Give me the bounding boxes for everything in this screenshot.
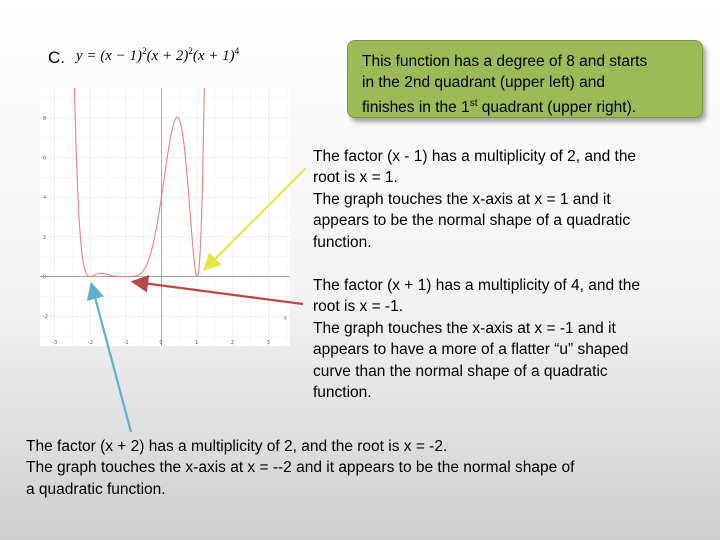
callout-superscript: st <box>469 98 478 109</box>
note-2-line-5: curve than the normal shape of a quadratic <box>313 362 608 380</box>
y-tick-label: 2 <box>43 234 47 241</box>
y-tick-label: 6 <box>43 155 47 162</box>
note-2-line-1: The factor (x + 1) has a multiplicity of 4, and the <box>313 277 640 294</box>
x-tick-label: -3 <box>52 340 58 346</box>
note-2-line-2: root is x = -1. <box>313 298 404 316</box>
note-1-line-4: appears to be the normal shape of a quadratic <box>313 212 631 230</box>
note-1-line-2: root is x = 1. <box>313 169 398 187</box>
x-tick-label: 0 <box>159 340 163 346</box>
y-tick-label: 8 <box>43 115 47 122</box>
note-1-line-5: function. <box>313 233 372 251</box>
callout-line-3-text: finishes in the 1 <box>362 99 470 117</box>
equation-factor-3: (x + 1) <box>192 48 235 64</box>
note-1-line-3: The graph touches the x-axis at x = 1 and it <box>313 190 611 208</box>
note-3-line-2: The graph touches the x-axis at x = --2 and it appears to be the normal shape of <box>26 459 575 477</box>
x-tick-label: -1 <box>123 340 129 346</box>
callout-line-3-end: quadrant (upper right). <box>477 99 637 117</box>
equation-factor-2: (x + 2) <box>146 48 189 64</box>
note-1-line-1: The factor (x - 1) has a multiplicity of 2, and the <box>313 148 637 165</box>
note-factor-x-minus-1 <box>313 146 636 253</box>
note-2-line-6: function. <box>313 384 372 402</box>
note-2-line-4: appears to have a more of a flatter “u” shaped <box>313 341 629 359</box>
y-tick-label: 0 <box>43 274 47 281</box>
note-2-line-3: The graph touches the x-axis at x = -1 and it <box>313 319 616 337</box>
callout-line-1: This function has a degree of 8 and starts <box>362 53 648 70</box>
x-axis-letter: x <box>284 315 287 322</box>
x-tick-label: 1 <box>195 340 199 346</box>
note-3-line-1: The factor (x + 2) has a multiplicity of 2, and the root is x = -2. <box>26 438 448 455</box>
part-label: C. <box>48 48 65 67</box>
equation-factor-1: y = (x − 1) <box>76 48 143 64</box>
x-tick-label: 3 <box>266 340 270 346</box>
equation-exponent-3: 4 <box>234 46 240 56</box>
callout-line-2: in the 2nd quadrant (upper left) and <box>362 74 606 91</box>
y-tick-label: -2 <box>43 314 48 321</box>
equation-exponent-1: 2 <box>142 46 147 56</box>
arrow-to-root-x1 <box>206 168 306 268</box>
note-factor-x-plus-1 <box>313 275 640 403</box>
x-tick-label: -2 <box>88 340 93 346</box>
x-tick-label: 2 <box>230 340 235 346</box>
note-3-line-3: a quadratic function. <box>26 480 166 498</box>
equation-exponent-2: 2 <box>188 46 193 56</box>
arrow-to-root-x-minus-2 <box>92 286 131 432</box>
note-factor-x-plus-2 <box>26 436 574 500</box>
arrow-to-root-x-minus-1 <box>135 282 303 304</box>
y-tick-label: 4 <box>43 195 47 202</box>
